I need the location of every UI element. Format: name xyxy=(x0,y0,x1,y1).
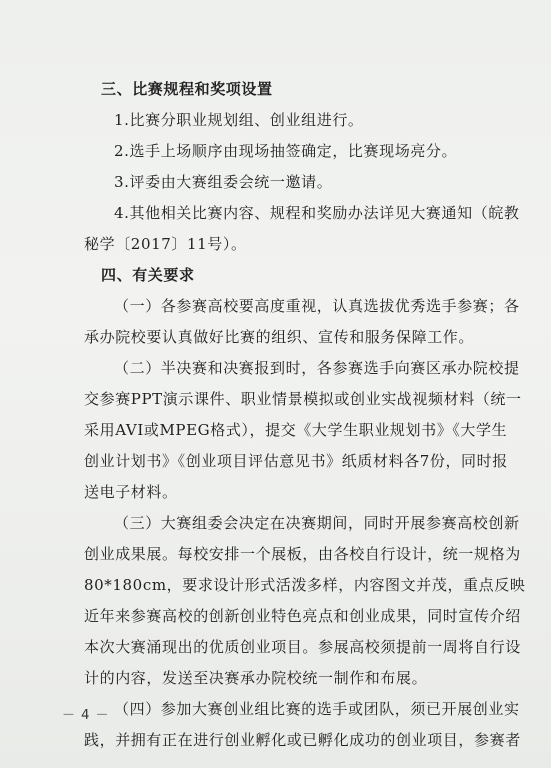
section-heading: 三、比赛规程和奖项设置 xyxy=(101,80,273,98)
text-line: 3.评委由大赛组委会统一邀请。 xyxy=(114,173,333,191)
text-line: 创业计划书》《创业项目评估意见书》纸质材料各7份，同时报 xyxy=(84,452,508,470)
section-heading: 四、有关要求 xyxy=(101,266,195,284)
document-body xyxy=(84,74,526,756)
text-line: 80*180cm，要求设计形式活泼多样，内容图文并茂，重点反映 xyxy=(84,576,526,594)
text-line: 4.其他相关比赛内容、规程和奖励办法详见大赛通知（皖教 xyxy=(114,204,520,222)
page-number: － 4 － xyxy=(62,708,110,723)
text-line: 交参赛PPT演示课件、职业情景模拟或创业实战视频材料（统一 xyxy=(84,390,522,408)
text-line: 采用AVI或MPEG格式），提交《大学生职业规划书》《大学生 xyxy=(84,421,508,439)
text-line: 1.比赛分职业规划组、创业组进行。 xyxy=(114,111,364,129)
text-line: 创业成果展。每校安排一个展板，由各校自行设计，统一规格为 xyxy=(84,545,521,563)
text-line: 2.选手上场顺序由现场抽签确定，比赛现场亮分。 xyxy=(114,142,458,160)
text-line: （四）参加大赛创业组比赛的选手或团队，须已开展创业实 xyxy=(114,700,520,718)
text-line: 践，并拥有正在进行创业孵化或已孵化成功的创业项目，参赛者 xyxy=(84,731,521,749)
text-line: （一）各参赛高校要高度重视，认真选拔优秀选手参赛；各 xyxy=(114,297,520,315)
text-line: 本次大赛涌现出的优质创业项目。参展高校须提前一周将自行设 xyxy=(84,638,521,656)
text-line: （三）大赛组委会决定在决赛期间，同时开展参赛高校创新 xyxy=(114,514,520,532)
text-line: （二）半决赛和决赛报到时，各参赛选手向赛区承办院校提 xyxy=(114,359,520,377)
text-line: 计的内容，发送至决赛承办院校统一制作和布展。 xyxy=(84,669,428,687)
text-line: 近年来参赛高校的创新创业特色亮点和创业成果，同时宣传介绍 xyxy=(84,607,521,625)
text-line: 送电子材料。 xyxy=(84,483,178,501)
text-line: 秘学〔2017〕11号）。 xyxy=(84,235,247,253)
text-line: 承办院校要认真做好比赛的组织、宣传和服务保障工作。 xyxy=(84,328,475,346)
